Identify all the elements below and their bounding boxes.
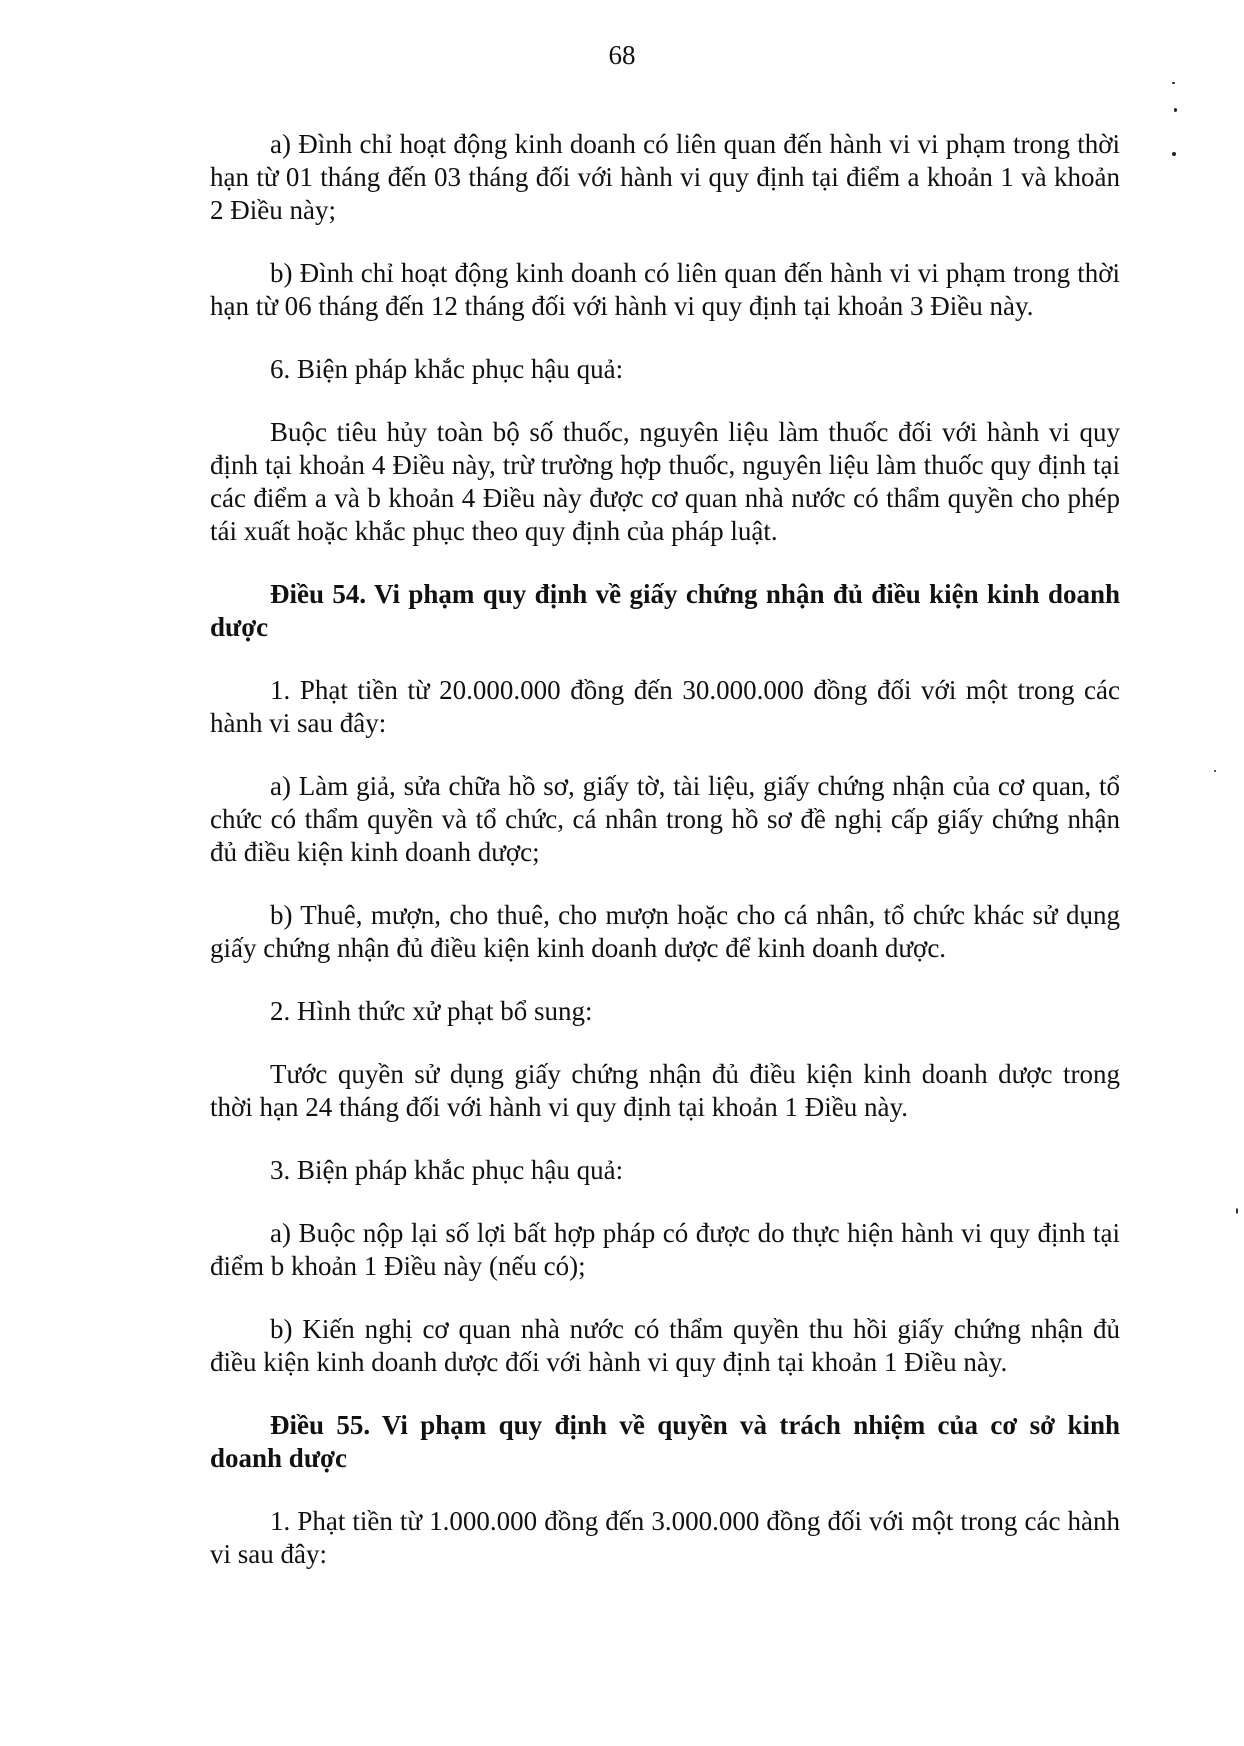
paragraph-6-body: Buộc tiêu hủy toàn bộ số thuốc, nguyên liệu làm thuốc đối với hành vi quy định tại khoản 4 Điều này, trừ trường hợp thuốc, nguyên liệu làm thuốc quy định tại các điểm a và b khoản 4 Điều này được cơ quan nhà nước có thẩm quyền cho phép tái xuất hoặc khắc phục theo quy định của pháp luật. [210, 417, 1120, 546]
article-54-clause-2: 2. Hình thức xử phạt bổ sung: [270, 996, 593, 1026]
article-54-clause-3: 3. Biện pháp khắc phục hậu quả: [270, 1155, 624, 1185]
scan-speck [1174, 108, 1177, 112]
article-54-clause-1a: a) Làm giả, sửa chữa hồ sơ, giấy tờ, tài liệu, giấy chứng nhận của cơ quan, tổ chức có thẩm quyền và tổ chức, cá nhân trong hồ sơ đề nghị cấp giấy chứng nhận đủ điều kiện kinh doanh dược; [210, 771, 1120, 867]
paragraph-5b: b) Đình chỉ hoạt động kinh doanh có liên quan đến hành vi vi phạm trong thời hạn từ 06 tháng đến 12 tháng đối với hành vi quy định tại khoản 3 Điều này. [210, 258, 1120, 321]
page-number: 68 [608, 40, 636, 70]
article-54-clause-2-body: Tước quyền sử dụng giấy chứng nhận đủ điều kiện kinh doanh dược trong thời hạn 24 tháng đối với hành vi quy định tại khoản 1 Điều này. [210, 1059, 1120, 1122]
article-54-clause-3b: b) Kiến nghị cơ quan nhà nước có thẩm quyền thu hồi giấy chứng nhận đủ điều kiện kinh doanh dược đối với hành vi quy định tại khoản 1 Điều này. [210, 1314, 1120, 1377]
scan-speck [1236, 1208, 1238, 1214]
article-54-title: Điều 54. Vi phạm quy định về giấy chứng nhận đủ điều kiện kinh doanh dược [210, 579, 1120, 642]
scan-speck [1172, 152, 1176, 156]
document-body [210, 128, 1120, 1571]
article-54-clause-1: 1. Phạt tiền từ 20.000.000 đồng đến 30.000.000 đồng đối với một trong các hành vi sau đây: [210, 675, 1120, 738]
scan-speck [1172, 82, 1175, 84]
article-55-title: Điều 55. Vi phạm quy định về quyền và trách nhiệm của cơ sở kinh doanh dược [210, 1410, 1120, 1473]
paragraph-5a: a) Đình chỉ hoạt động kinh doanh có liên quan đến hành vi vi phạm trong thời hạn từ 01 tháng đến 03 tháng đối với hành vi quy định tại điểm a khoản 1 và khoản 2 Điều này; [210, 129, 1120, 225]
paragraph-6-heading: 6. Biện pháp khắc phục hậu quả: [270, 354, 624, 384]
article-54-clause-1b: b) Thuê, mượn, cho thuê, cho mượn hoặc cho cá nhân, tổ chức khác sử dụng giấy chứng nhận đủ điều kiện kinh doanh dược để kinh doanh dược. [210, 900, 1120, 963]
article-54-clause-3a: a) Buộc nộp lại số lợi bất hợp pháp có được do thực hiện hành vi quy định tại điểm b khoản 1 Điều này (nếu có); [210, 1218, 1120, 1281]
article-55-clause-1: 1. Phạt tiền từ 1.000.000 đồng đến 3.000.000 đồng đối với một trong các hành vi sau đây: [210, 1506, 1120, 1569]
scan-speck [1214, 770, 1216, 772]
